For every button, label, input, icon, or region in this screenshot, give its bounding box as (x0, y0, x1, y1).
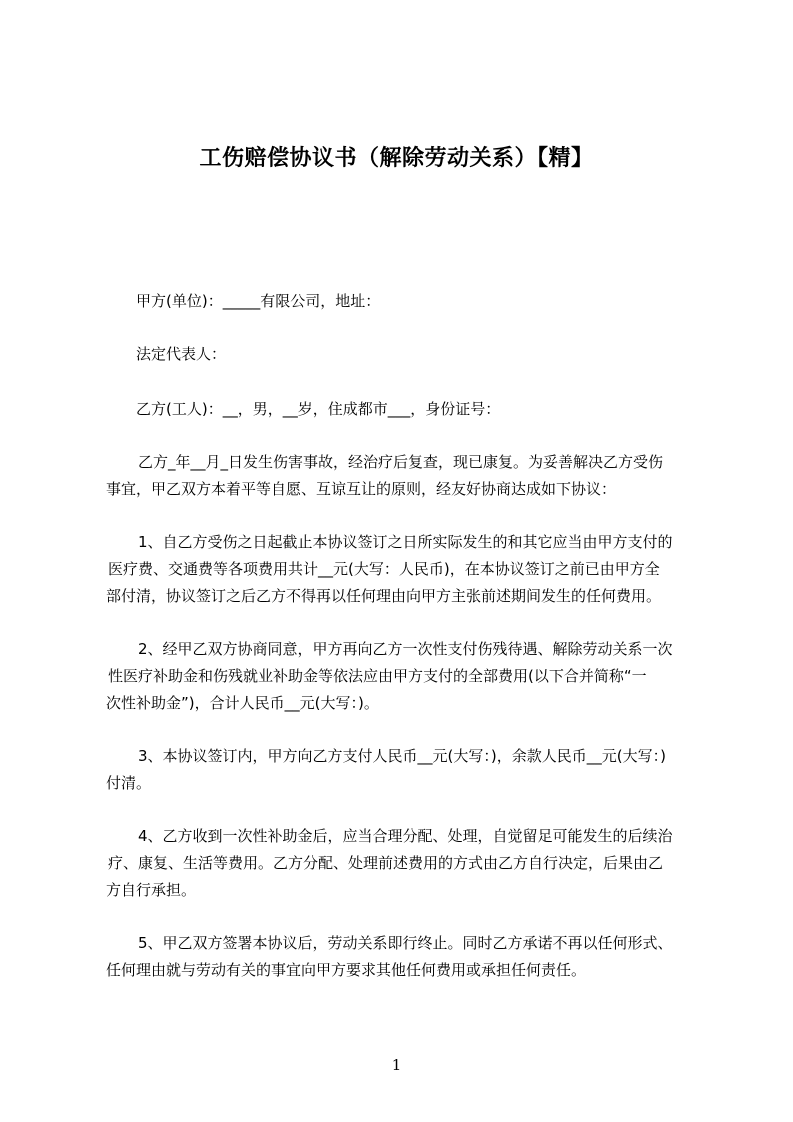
clause-line: 3、本协议签订内，甲方向乙方支付人民币__元(大写：)，余款人民币__元(大写：) (138, 747, 666, 765)
clause-line: 4、乙方收到一次性补助金后，应当合理分配、处理，自觉留足可能发生的后续治 (138, 827, 673, 845)
intro-line: 乙方_年__月_日发生伤害事故，经治疗后复查，现已康复。为妥善解决乙方受伤 (138, 453, 664, 471)
clause-line: 次性补助金”)，合计人民币__元(大写：)。 (106, 694, 379, 712)
intro-line: 事宜，甲乙双方本着平等自愿、互谅互让的原则，经友好协商达成如下协议： (106, 480, 617, 498)
clause-line: 付清。 (106, 774, 152, 792)
clause-line: 1、自乙方受伤之日起截止本协议签订之日所实际发生的和其它应当由甲方支付的 (138, 533, 673, 551)
legal-representative-line: 法定代表人： (136, 345, 227, 363)
clause-line: 5、甲乙双方签署本协议后，劳动关系即行终止。同时乙方承诺不再以任何形式、 (138, 934, 673, 952)
clause-line: 任何理由就与劳动有关的事宜向甲方要求其他任何费用或承担任何责任。 (106, 961, 587, 979)
clause-line: 疗、康复、生活等费用。乙方分配、处理前述费用的方式由乙方自行决定，后果由乙 (108, 854, 664, 872)
clause-line: 方自行承担。 (106, 881, 197, 899)
clause-line: 2、经甲乙双方协商同意，甲方再向乙方一次性支付伤残待遇、解除劳动关系一次 (138, 640, 673, 658)
clause-line: 部付清，协议签订之后乙方不得再以任何理由向甲方主张前述期间发生的任何费用。 (106, 587, 662, 605)
clause-line: 性医疗补助金和伤残就业补助金等依法应由甲方支付的全部费用(以下合并简称“一 (108, 667, 647, 685)
page-number: 1 (391, 1056, 402, 1074)
document-title: 工伤赔偿协议书（解除劳动关系）【精】 (199, 146, 594, 171)
clause-line: 医疗费、交通费等各项费用共计__元(大写：人民币)，在本协议签订之前已由甲方全 (108, 560, 660, 578)
party-a-line: 甲方(单位)：_____有限公司，地址： (136, 292, 381, 310)
party-b-line: 乙方(工人)：__，男，__岁，住成都市___，身份证号： (136, 400, 501, 418)
